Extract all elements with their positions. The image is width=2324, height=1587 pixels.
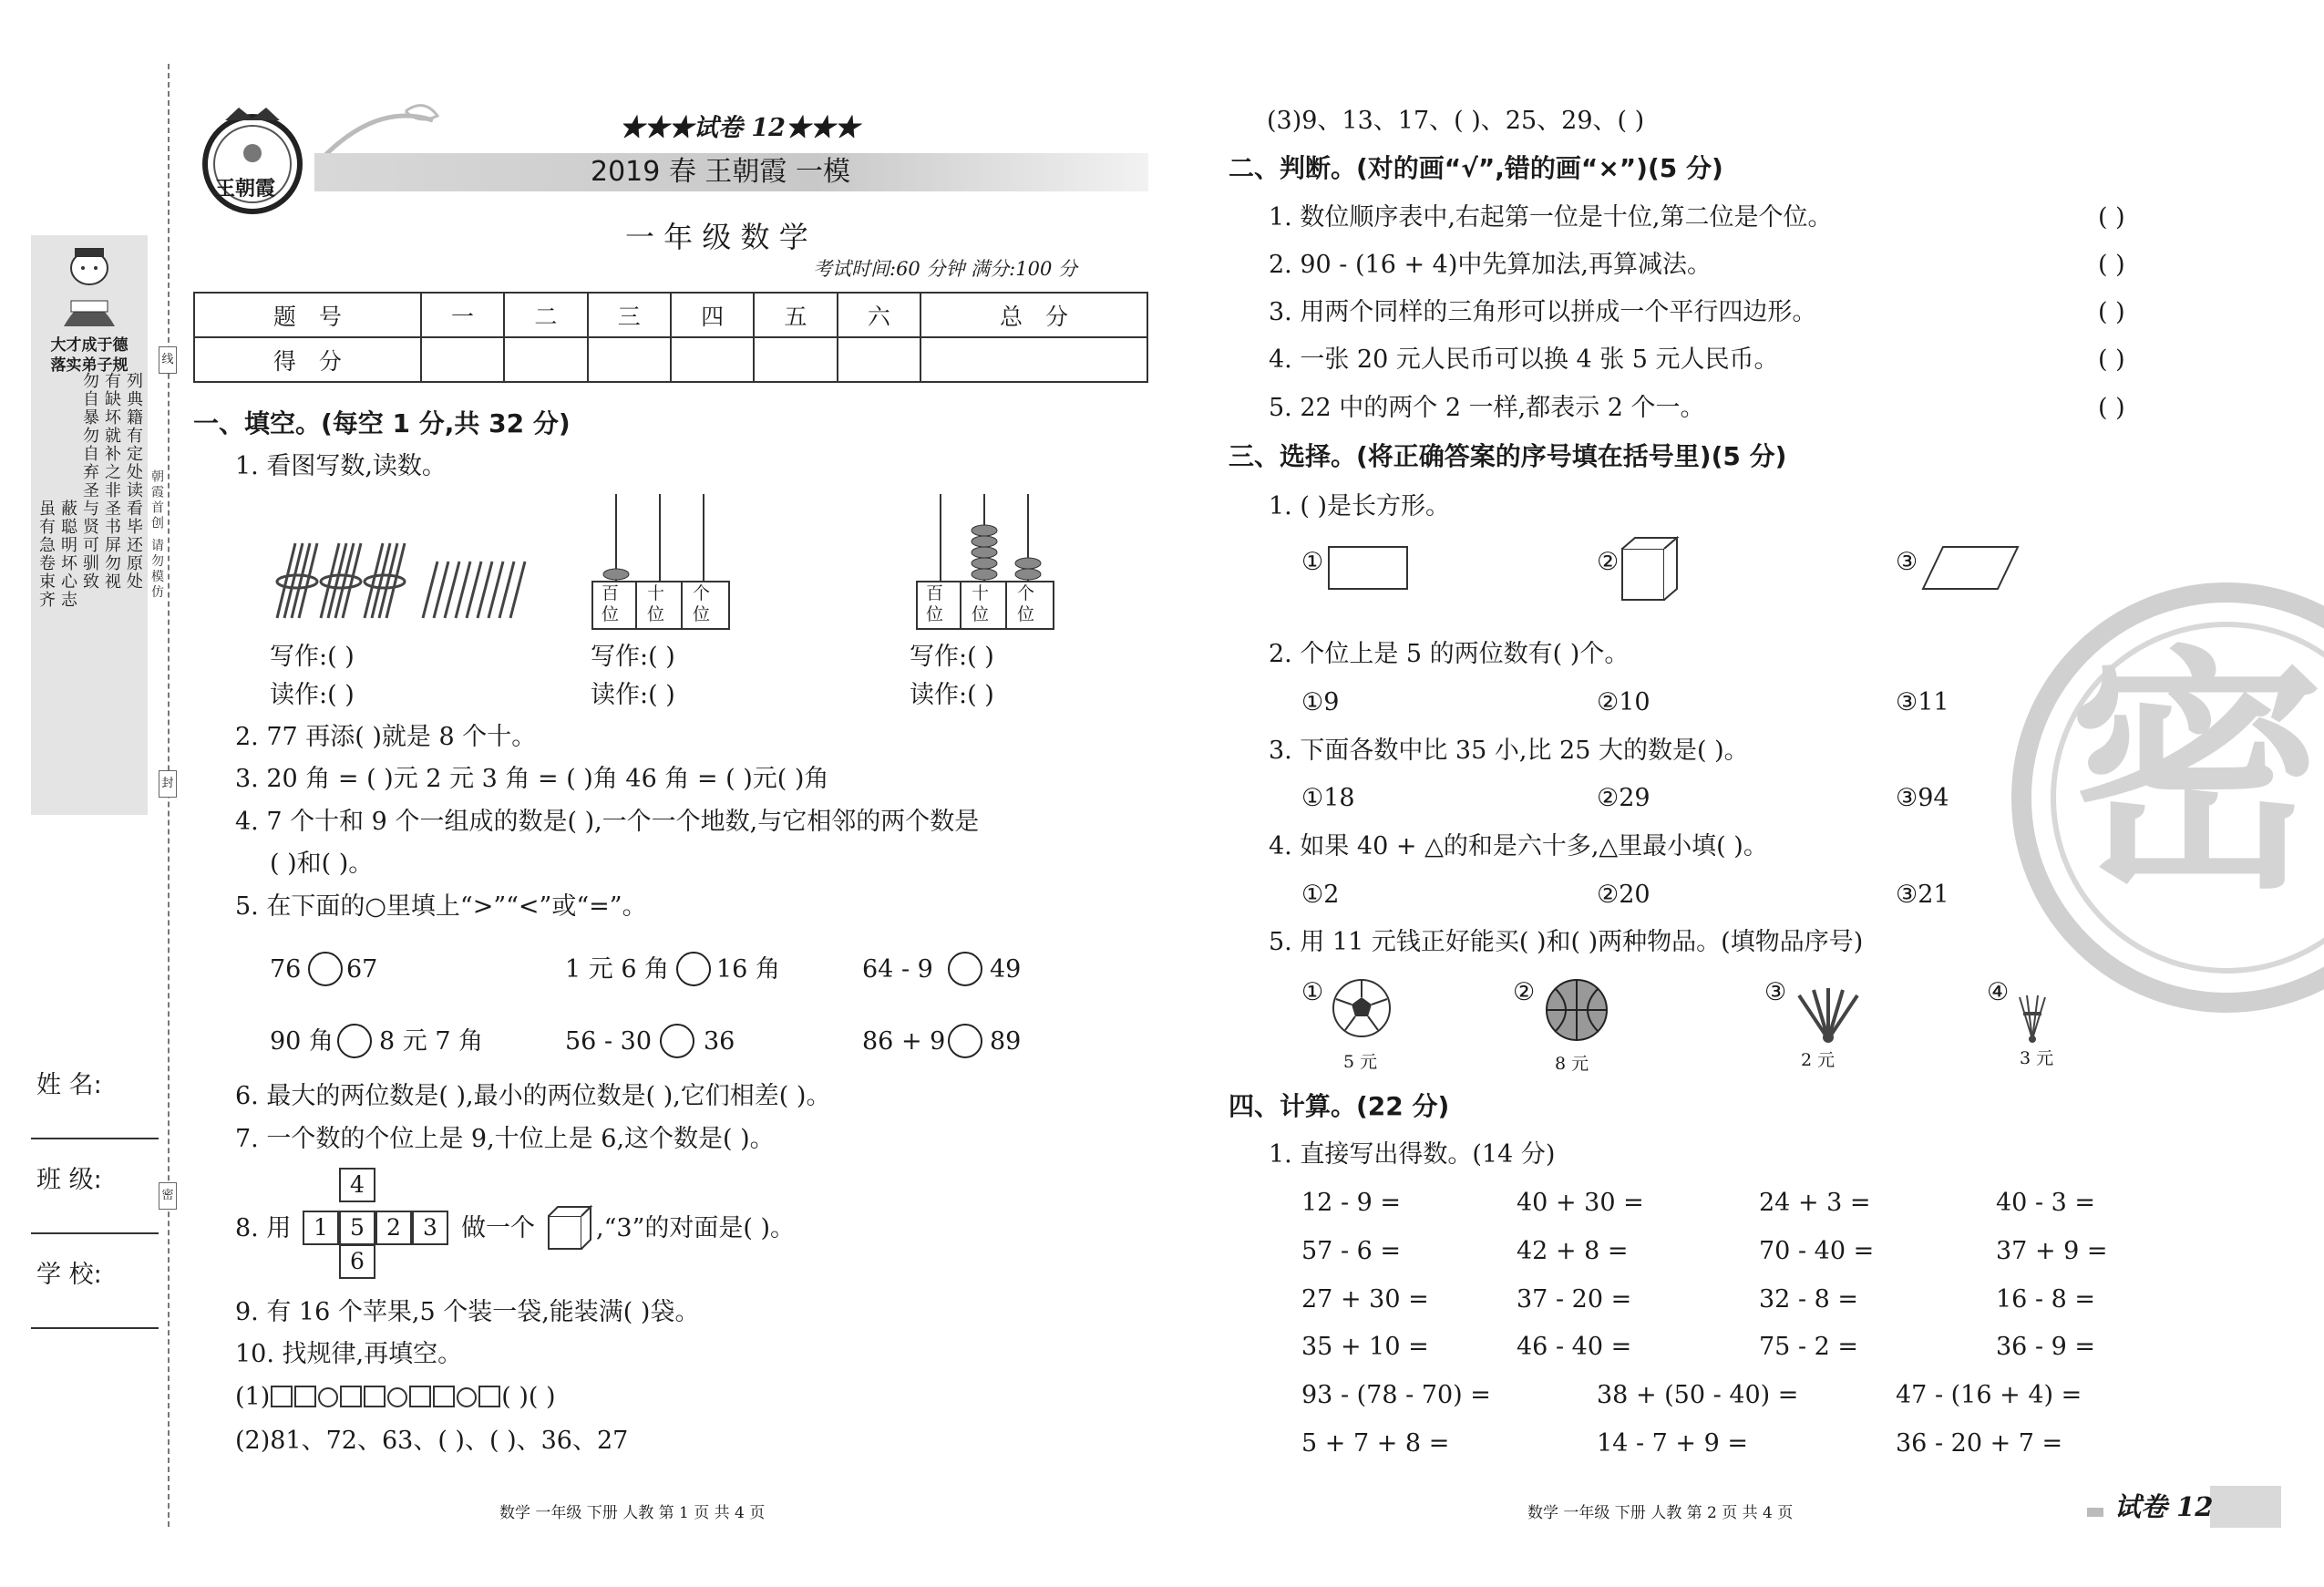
- choice-q2: 2. 个位上是 5 的两位数有( )个。: [1269, 640, 1630, 668]
- p1-q6: 6. 最大的两位数是( ),最小的两位数是( ),它们相差( )。: [235, 1082, 831, 1110]
- subject-title: 一 年 级 数 学: [625, 220, 808, 254]
- choice-q3: 3. 下面各数中比 35 小,比 25 大的数是( )。: [1269, 737, 1749, 765]
- calc-item: 32 - 8 =: [1759, 1285, 1859, 1314]
- p1-q4: 4. 7 个十和 9 个一组成的数是( ),一个一个地数,与它相邻的两个数是: [235, 808, 980, 836]
- calc-item: 75 - 2 =: [1759, 1333, 1859, 1361]
- choice-q4: 4. 如果 40 + △的和是六十多,△里最小填( )。: [1269, 832, 1768, 860]
- motto-strip: [31, 235, 148, 815]
- choice-opt: ③11: [1896, 688, 1949, 716]
- compare-left: 76: [270, 955, 302, 984]
- compare-circle[interactable]: [660, 1024, 694, 1058]
- abacus-label: 百位: [926, 583, 944, 624]
- write-answer-1[interactable]: 写作:( ): [270, 643, 355, 671]
- abacus-label: 十位: [647, 583, 665, 624]
- cube-icon: [547, 1205, 592, 1251]
- calc-item: 16 - 8 =: [1996, 1285, 2096, 1314]
- compare-left: 86 + 9: [862, 1027, 946, 1056]
- compare-circle[interactable]: [676, 952, 711, 986]
- p1-q7: 7. 一个数的个位上是 9,十位上是 6,这个数是( )。: [235, 1125, 775, 1153]
- choice-opt: ③: [1764, 978, 1787, 1006]
- score-input[interactable]: [588, 337, 671, 382]
- quote-col: 勿自暴勿自弃圣与贤可驯致: [80, 372, 99, 591]
- part4-heading: 四、计算。(22 分): [1229, 1091, 1450, 1121]
- judge-item: 4. 一张 20 元人民币可以换 4 张 5 元人民币。: [1269, 345, 1779, 374]
- compare-left: 1 元 6 角: [565, 955, 670, 984]
- p1-q1: 1. 看图写数,读数。: [235, 452, 447, 480]
- sticks-bundles-icon: [270, 538, 530, 620]
- choice-opt: ③94: [1896, 784, 1949, 812]
- circle-shape-icon: [457, 1387, 477, 1407]
- judge-answer[interactable]: ( ): [2098, 251, 2125, 279]
- judge-answer[interactable]: ( ): [2098, 345, 2125, 374]
- score-cell: 三: [588, 293, 671, 337]
- compare-right: 16 角: [716, 955, 780, 984]
- compare-right: 67: [346, 955, 378, 984]
- calc-item: 27 + 30 =: [1301, 1285, 1429, 1314]
- score-cell: 得 分: [194, 337, 421, 382]
- judge-item: 2. 90 - (16 + 4)中先算加法,再算减法。: [1269, 251, 1712, 279]
- score-input[interactable]: [838, 337, 920, 382]
- class-field[interactable]: [31, 1232, 159, 1234]
- abacus-label: 个位: [1017, 583, 1035, 624]
- compare-circle[interactable]: [308, 952, 343, 986]
- calc-item: 36 - 9 =: [1996, 1333, 2096, 1361]
- compare-circle[interactable]: [948, 952, 982, 986]
- read-answer-3[interactable]: 读作:( ): [910, 681, 994, 709]
- net-cell: 5: [339, 1211, 375, 1245]
- quote-col: 虽有急卷束齐: [36, 500, 56, 609]
- abacus-label: 个位: [693, 583, 711, 624]
- compare-left: 56 - 30: [565, 1027, 653, 1056]
- net-cell: 6: [339, 1244, 375, 1279]
- choice-opt: ③: [1896, 548, 1918, 576]
- watermark-text: 密: [2069, 626, 2324, 923]
- score-input[interactable]: [754, 337, 837, 382]
- school-label: 学 校:: [36, 1261, 102, 1289]
- circle-shape-icon: [318, 1387, 338, 1407]
- motto-text: 大才成于德 落实弟子规: [50, 336, 129, 375]
- calc-item: 5 + 7 + 8 =: [1301, 1429, 1450, 1458]
- quote-col: 蔽聪明坏心志: [58, 500, 77, 609]
- seal-mark-secret: 密: [159, 1182, 177, 1210]
- read-answer-1[interactable]: 读作:( ): [270, 681, 355, 709]
- choice-opt: ②20: [1597, 881, 1650, 909]
- calc-item: 36 - 20 + 7 =: [1896, 1429, 2063, 1458]
- choice-opt: ②: [1513, 978, 1536, 1006]
- write-answer-3[interactable]: 写作:( ): [910, 643, 994, 671]
- choice-opt: ①2: [1301, 881, 1340, 909]
- judge-answer[interactable]: ( ): [2098, 298, 2125, 326]
- compare-circle[interactable]: [337, 1024, 372, 1058]
- footer-right: 数学 一年级 下册 人教 第 2 页 共 4 页: [1527, 1504, 1794, 1522]
- score-cell: 四: [671, 293, 754, 337]
- score-input[interactable]: [504, 337, 587, 382]
- score-cell: 六: [838, 293, 920, 337]
- net-cell: 4: [339, 1168, 375, 1202]
- p1-q8-start: 8. 用: [235, 1214, 292, 1242]
- score-cell: 总 分: [920, 293, 1147, 337]
- calc-item: 93 - (78 - 70) =: [1301, 1381, 1491, 1409]
- basketball-icon: [1544, 977, 1609, 1043]
- rectangle-shape-icon: [1327, 545, 1411, 593]
- item-price: 5 元: [1343, 1052, 1378, 1072]
- p1-q10-1: [235, 1382, 556, 1413]
- abacus-label: 百位: [602, 583, 620, 624]
- choice-opt: ②10: [1597, 688, 1650, 716]
- compare-circle[interactable]: [948, 1024, 982, 1058]
- judge-item: 1. 数位顺序表中,右起第一位是十位,第二位是个位。: [1269, 203, 1833, 232]
- name-field[interactable]: [31, 1138, 159, 1139]
- calc-item: 35 + 10 =: [1301, 1333, 1429, 1361]
- judge-answer[interactable]: ( ): [2098, 203, 2125, 232]
- paper-tag: 试卷 12: [2114, 1491, 2214, 1522]
- score-table: [193, 292, 1148, 383]
- choice-opt: ①9: [1301, 688, 1340, 716]
- square-shape-icon: [364, 1386, 386, 1407]
- p1-q9: 9. 有 16 个苹果,5 个装一袋,能装满( )袋。: [235, 1298, 700, 1326]
- square-shape-icon: [433, 1386, 455, 1407]
- part1-heading: 一、填空。(每空 1 分,共 32 分): [193, 408, 571, 438]
- compare-left: 90 角: [270, 1027, 334, 1056]
- compare-right: 49: [990, 955, 1022, 984]
- square-shape-icon: [294, 1386, 316, 1407]
- calc-item: 37 + 9 =: [1996, 1237, 2108, 1265]
- calc-item: 70 - 40 =: [1759, 1237, 1875, 1265]
- score-cell: 五: [754, 293, 837, 337]
- net-cell: 3: [412, 1211, 448, 1245]
- calc-q1: 1. 直接写出得数。(14 分): [1269, 1140, 1556, 1169]
- logo-text: 王朝霞: [215, 177, 276, 201]
- paper-number: ★★★试卷 12★★★: [620, 114, 859, 142]
- score-value-row: [194, 337, 1147, 382]
- choice-opt: ①18: [1301, 784, 1355, 812]
- calc-item: 24 + 3 =: [1759, 1189, 1871, 1217]
- judge-item: 5. 22 中的两个 2 一样,都表示 2 个一。: [1269, 394, 1705, 422]
- item-price: 8 元: [1555, 1054, 1589, 1074]
- p1-q10-2: (2)81、72、63、( )、( )、36、27: [235, 1427, 629, 1455]
- part2-heading: 二、判断。(对的画“√”,错的画“×”)(5 分): [1229, 153, 1723, 183]
- choice-opt: ②: [1597, 548, 1620, 576]
- tag-decoration: [2087, 1508, 2103, 1517]
- calc-item: 57 - 6 =: [1301, 1237, 1402, 1265]
- p1-q2: 2. 77 再添( )就是 8 个十。: [235, 723, 537, 751]
- q10-1-blanks[interactable]: ( )( ): [501, 1383, 556, 1411]
- exam-info: 考试时间:60 分钟 满分:100 分: [813, 258, 1077, 280]
- part3-heading: 三、选择。(将正确答案的序号填在括号里)(5 分): [1229, 441, 1787, 471]
- quote-col: 列典籍有定处读看毕还原处: [124, 372, 143, 591]
- name-label: 姓 名:: [36, 1071, 102, 1099]
- score-cell: 题 号: [194, 293, 421, 337]
- calc-item: 47 - (16 + 4) =: [1896, 1381, 2082, 1409]
- calc-item: 38 + (50 - 40) =: [1597, 1381, 1799, 1409]
- choice-opt: ②29: [1597, 784, 1650, 812]
- net-cell: 1: [303, 1211, 339, 1245]
- copyright-note: 朝霞首创 请勿模仿: [149, 469, 164, 601]
- p1-q5: 5. 在下面的○里填上“>”“<”或“=”。: [235, 892, 647, 921]
- school-field[interactable]: [31, 1327, 159, 1329]
- soccer-ball-icon: [1331, 977, 1393, 1039]
- p1-q8-end: ,“3”的对面是( )。: [596, 1214, 796, 1242]
- judge-item: 3. 用两个同样的三角形可以拼成一个平行四边形。: [1269, 298, 1817, 326]
- quote-columns: [31, 372, 148, 609]
- cuboid-shape-icon: [1620, 536, 1684, 602]
- calc-item: 12 - 9 =: [1301, 1189, 1402, 1217]
- compare-left: 64 - 9: [862, 955, 933, 984]
- item-price: 3 元: [2020, 1048, 2054, 1068]
- read-answer-2[interactable]: 读作:( ): [591, 681, 675, 709]
- exam-title: 2019 春 王朝霞 一模: [591, 156, 850, 188]
- score-input[interactable]: [671, 337, 754, 382]
- square-shape-icon: [478, 1386, 500, 1407]
- calc-item: 37 - 20 =: [1517, 1285, 1632, 1314]
- calc-item: 14 - 7 + 9 =: [1597, 1429, 1748, 1458]
- score-input[interactable]: [920, 337, 1147, 382]
- p1-q10-3: (3)9、13、17、( )、25、29、( ): [1267, 107, 1645, 135]
- compare-right: 8 元 7 角: [379, 1027, 484, 1056]
- compare-right: 89: [990, 1027, 1022, 1056]
- choice-opt: ④: [1987, 978, 2010, 1006]
- calc-item: 40 + 30 =: [1517, 1189, 1644, 1217]
- calc-item: 46 - 40 =: [1517, 1333, 1632, 1361]
- choice-opt: ①: [1301, 978, 1324, 1006]
- p1-q10: 10. 找规律,再填空。: [235, 1340, 463, 1368]
- seal-mark-line: 线: [159, 346, 177, 374]
- footer-left: 数学 一年级 下册 人教 第 1 页 共 4 页: [499, 1504, 766, 1522]
- seal-mark-seal: 封: [159, 770, 177, 798]
- score-cell: 一: [421, 293, 504, 337]
- score-input[interactable]: [421, 337, 504, 382]
- p1-q8-mid: 做一个: [461, 1214, 535, 1242]
- scholar-figure-icon: [58, 244, 120, 328]
- score-header-row: [194, 293, 1147, 337]
- choice-opt: ①: [1301, 548, 1324, 576]
- calc-item: 42 + 8 =: [1517, 1237, 1629, 1265]
- square-shape-icon: [271, 1386, 293, 1407]
- item-price: 2 元: [1801, 1050, 1836, 1070]
- class-label: 班 级:: [36, 1166, 102, 1194]
- abacus-label: 十位: [972, 583, 990, 624]
- square-shape-icon: [409, 1386, 431, 1407]
- choice-opt: ③21: [1896, 881, 1949, 909]
- q10-index: (1): [235, 1383, 271, 1411]
- circle-shape-icon: [387, 1387, 407, 1407]
- compare-right: 36: [704, 1027, 735, 1056]
- choice-q1: 1. ( )是长方形。: [1269, 492, 1450, 520]
- net-cell: 2: [375, 1211, 412, 1245]
- judge-answer[interactable]: ( ): [2098, 394, 2125, 422]
- p1-q3: 3. 20 角 = ( )元 2 元 3 角 = ( )角 46 角 = ( )元( )角: [235, 765, 829, 793]
- quote-col: 有缺坏就补之非圣书屏勿视: [102, 372, 121, 591]
- score-cell: 二: [504, 293, 587, 337]
- write-answer-2[interactable]: 写作:( ): [591, 643, 675, 671]
- calc-item: 40 - 3 =: [1996, 1189, 2096, 1217]
- p1-q4-cont: ( )和( )。: [270, 850, 374, 878]
- parallelogram-shape-icon: [1921, 545, 2021, 593]
- square-shape-icon: [340, 1386, 362, 1407]
- choice-q5: 5. 用 11 元钱正好能买( )和( )两种物品。(填物品序号): [1269, 928, 1864, 956]
- shuttlecock-icon: [1792, 986, 1865, 1043]
- tag-shade: [2210, 1486, 2281, 1528]
